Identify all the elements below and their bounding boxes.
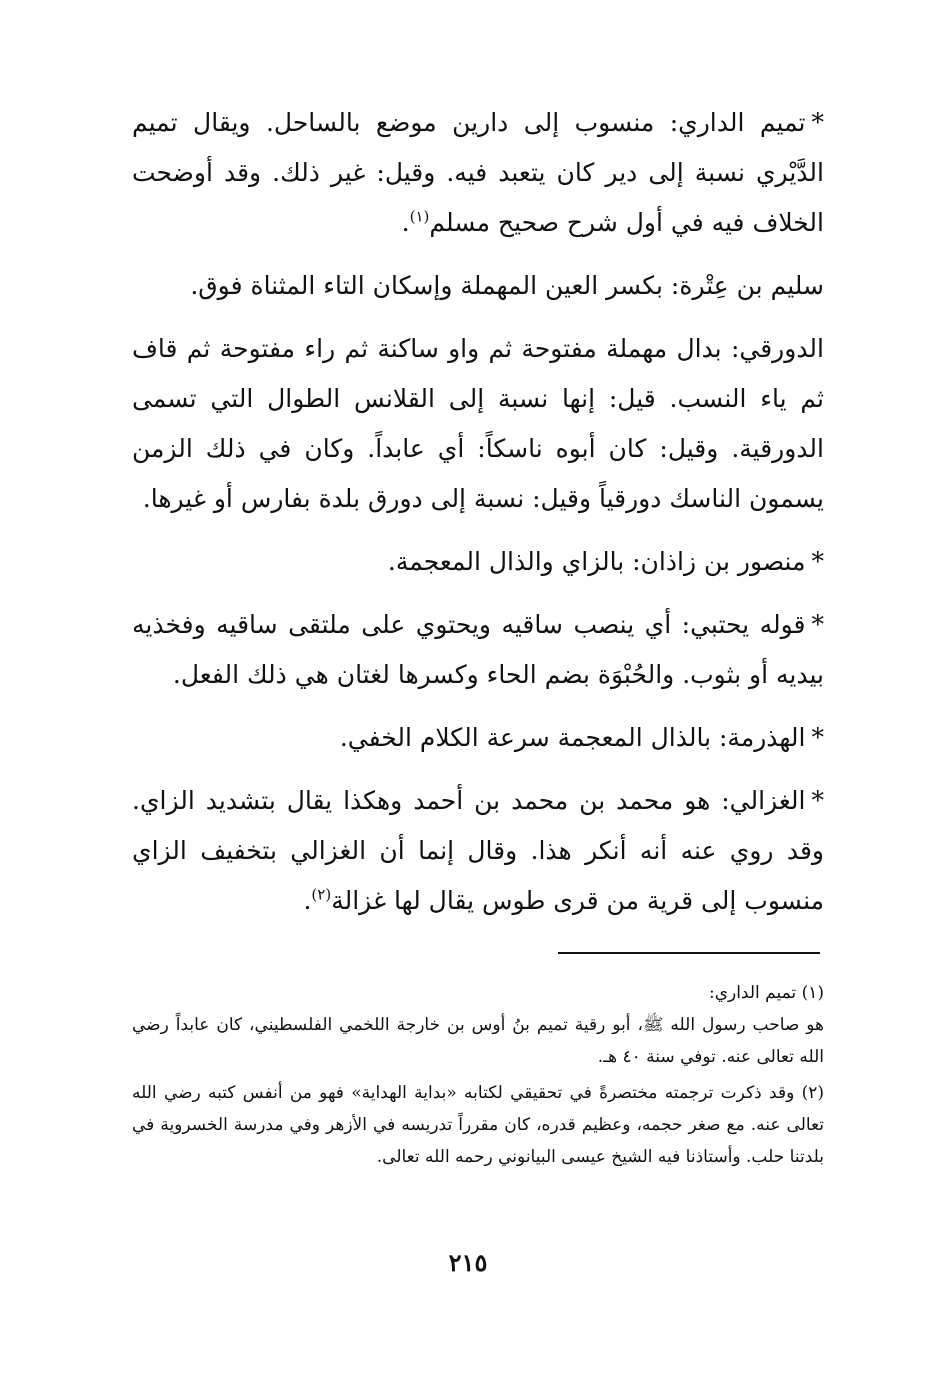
footnotes [132, 977, 824, 1173]
paragraph-yahtabi [132, 600, 824, 700]
paragraph-text: تميم الداري: منسوب إلى دارين موضع بالساحل. ويقال تميم الدَّيْري نسبة إلى دير كان يتعبد فيه. وقيل: غير ذلك. وقد أوضحت الخلاف فيه في أول شرح صحيح مسلم [132, 108, 824, 237]
footnote-1-body: هو صاحب رسول الله ﷺ، أبو رقية تميم بنُ أوس بن خارجة اللخمي الفلسطيني، كان عابداً رضي الله تعالى عنه. توفي سنة ٤٠ هـ. [132, 1015, 824, 1067]
asterisk-marker: * [811, 108, 824, 137]
paragraph-text: الدورقي: بدال مهملة مفتوحة ثم واو ساكنة ثم راء مفتوحة ثم قاف ثم ياء النسب. قيل: إنها نسبة إلى القلانس الطوال التي تسمى الدورقية. وقيل: كان أبوه ناسكاً: أي عابداً. وكان في ذلك الزمن يسمون الناسك دورقياً وقيل: نسبة إلى دورق بلدة بفارس أو غيرها. [132, 334, 825, 513]
paragraph-text: قوله يحتبي: أي ينصب ساقيه ويحتوي على ملتقى ساقيه وفخذيه بيديه أو بثوب. والحُبْوَة بضم الحاء وكسرها لغتان هي ذلك الفعل. [132, 610, 824, 689]
footnote-ref: (٢) [311, 885, 332, 904]
paragraph-sulaim [132, 261, 824, 311]
paragraph-ghazali [132, 776, 824, 926]
footnote-2: (٢) وقد ذكرت ترجمته مختصرةً في تحقيقي لكتابه «بداية الهداية» فهو من أنفس كتبه رضي الله تعالى عنه. مع صغر حجمه، وعظيم قدره، كان مقرراً تدريسه في الأزهر وفي مدرسة الخسروية في بلدتنا حلب. وأستاذنا فيه الشيخ عيسى البيانوني رحمه الله تعالى. [132, 1083, 824, 1167]
paragraph-text: الهذرمة: بالذال المعجمة سرعة الكلام الخفي. [339, 723, 806, 752]
footnote-divider [558, 952, 820, 954]
page-number: ٢١٥ [448, 1248, 488, 1277]
asterisk-marker: * [811, 786, 824, 815]
paragraph-text: منصور بن زاذان: بالزاي والذال المعجمة. [387, 547, 806, 576]
asterisk-marker: * [811, 547, 824, 576]
paragraph-tamim [132, 98, 824, 248]
asterisk-marker: * [811, 723, 824, 752]
paragraph-text: الغزالي: هو محمد بن محمد بن أحمد وهكذا يقال بتشديد الزاي. وقد روي عنه أنه أنكر هذا. وقال إنما أن الغزالي بتخفيف الزاي منسوب إلى قرية من قرى طوس يقال لها غزالة [132, 786, 824, 915]
footnote-1-heading: (١) تميم الداري: [708, 983, 824, 1003]
footnote-ref: (١) [409, 207, 430, 226]
asterisk-marker: * [811, 610, 824, 639]
paragraph-dawraqi [132, 324, 824, 524]
paragraph-hadhrama [132, 713, 824, 763]
paragraph-end: . [401, 208, 410, 237]
main-text [132, 98, 824, 939]
paragraph-text: سليم بن عِتْرة: بكسر العين المهملة وإسكان التاء المثناة فوق. [190, 271, 824, 300]
paragraph-end: . [303, 886, 312, 915]
paragraph-mansur [132, 537, 824, 587]
